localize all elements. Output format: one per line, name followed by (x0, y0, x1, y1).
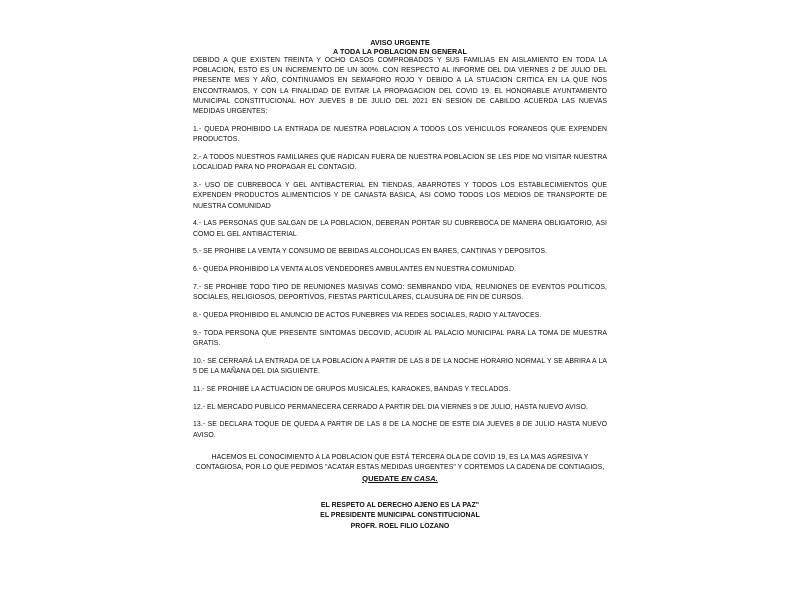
measure-item-11: 11.- SE PROHIBE LA ACTUACION DE GRUPOS MUSICALES, KARAOKES, BANDAS Y TECLADOS. (193, 385, 511, 393)
signature-block (193, 501, 607, 532)
notice-title: AVISO URGENTE (370, 38, 430, 47)
measure-item-13: 13.- SE DECLARA TOQUE DE QUEDA A PARTIR DE LAS 8 DE LA NOCHE DE ESTE DIA JUEVES 8 DE JULIO HASTA NUEVO AVISO. (193, 421, 607, 439)
measure-item-3: 3.- USO DE CUBREBOCA Y GEL ANTIBACTERIAL EN TIENDAS, ABARROTES Y TODOS LOS ESTABLECIMIENTOS QUE EXPENDEN PRODUCTOS ALIMENTICIOS Y DE CANASTA BASICA, ASI COMO TODOS LOS MEDIOS DE TRANSPORTE DE NUESTRA COMUNIDAD (193, 182, 607, 210)
signature-motto: EL RESPETO AL DERECHO AJENO ES LA PAZ" (320, 502, 480, 510)
notice-subtitle: A TODA LA POBLACION EN GENERAL (333, 47, 467, 56)
stay-home-prefix: QUEDATE (362, 473, 402, 483)
measure-item-8: 8.- QUEDA PROHIBIDO EL ANUNCIO DE ACTOS FUNEBRES VIA REDES SOCIALES, RADIO Y ALTAVOCES. (193, 312, 542, 320)
measure-item-1: 1.- QUEDA PROHIBIDO LA ENTRADA DE NUESTRA POBLACION A TODOS LOS VEHICULOS FORANEOS QUE EXPENDEN PRODUCTOS. (193, 126, 607, 144)
measure-item-2: 2.- A TODOS NUESTROS FAMILIARES QUE RADICAN FUERA DE NUESTRA POBLACION SE LES PIDE NO VISITAR NUESTRA LOCALIDAD PARA NO PROPAGAR EL CONTAGIO. (193, 154, 607, 172)
closing-text: HACEMOS EL CONOCIMIENTO A LA POBLACION QUE ESTÁ TERCERA OLA DE COVID 19, ES LA MAS AGRESIVA Y CONTAGIOSA, POR LO QUE PEDIMOS "ACATAR ESTAS MEDIDAS URGENTES" Y CORTEMOS LA CADENA DE CONTIAGIOS, (195, 453, 605, 472)
measure-item-10: 10.- SE CERRARÁ LA ENTRADA DE LA POBLACION A PARTIR DE LAS 8 DE LA NOCHE HORARIO NORMAL Y SE ABRIRA A LA 5 DE LA MAÑANA DEL DIA SIGUIENTE. (193, 357, 607, 376)
signature-role: EL PRESIDENTE MUNICIPAL CONSTITUCIONAL (320, 512, 480, 520)
closing-paragraph (193, 453, 607, 484)
measure-item-7: 7.- SE PROHIBE TODO TIPO DE REUNIONES MASIVAS COMO: SEMBRANDO VIDA, REUNIONES DE EVENTOS POLITICOS, SOCIALES, RELIGIOSOS, DEPORTIVOS, FIESTAS PARTICULARES, CLAUSURA DE FIN DE CURSOS. (193, 284, 607, 302)
signature-name: PROFR. ROEL FILIO LOZANO (350, 522, 450, 530)
measure-item-9: 9.- TODA PERSONA QUE PRESENTE SINTOMAS DECOVID, ACUDIR AL PALACIO MUNICIPAL PARA LA TOMA DE MUESTRA GRATIS. (193, 329, 607, 348)
stay-home-slogan (193, 474, 607, 484)
measure-item-6: 6.- QUEDA PROHIBIDO LA VENTA ALOS VENDEDORES AMBULANTES EN NUESTRA COMUNIDAD. (193, 266, 517, 274)
stay-home-emphasis: EN CASA. (401, 473, 438, 483)
urgent-notice-document (193, 38, 607, 532)
notice-intro-paragraph: DEBIDO A QUE EXISTEN TREINTA Y OCHO CASOS COMPROBADOS Y SUS FAMILIAS EN AISLAMIENTO EN TODA LA POBLACION, ESTO ES UN INCREMENTO DE UN 300%. CON RESPECTO AL INFORME DEL DIA VIERNES 2 DE JULIO DEL PRESENTE MES Y AÑO, CONTINUAMOS EN SEMAFORO ROJO Y DEBIDO A LA STUACION CRITICA EN LA QUE NOS ENCONTRAMOS, Y CON LA FINALIDAD DE EVITAR LA PROPAGACION DEL COVID 19. EL HONORABLE AYUNTAMIENTO MUNICIPAL CONSTITUCIONAL HOY JUEVES 8 DE JULIO DEL 2021 EN SESION DE CABILDO ACUERDA LAS NUEVAS MEDIDAS URGENTES: (193, 57, 607, 116)
measure-item-12: 12.- EL MERCADO PUBLICO PERMANECERA CERRADO A PARTIR DEL DIA VIERNES 9 DE JULIO, HASTA NUEVO AVISO. (193, 403, 588, 411)
measure-item-5: 5.- SE PROHIBE LA VENTA Y CONSUMO DE BEBIDAS ALCOHOLICAS EN BARES, CANTINAS Y DEPOSITOS. (193, 248, 548, 256)
measure-item-4: 4.- LAS PERSONAS QUE SALGAN DE LA POBLACION, DEBERAN PORTAR SU CUBREBOCA DE MANERA OBLIGATORIO, ASI COMO EL GEL ANTIBACTERIAL (193, 220, 607, 238)
